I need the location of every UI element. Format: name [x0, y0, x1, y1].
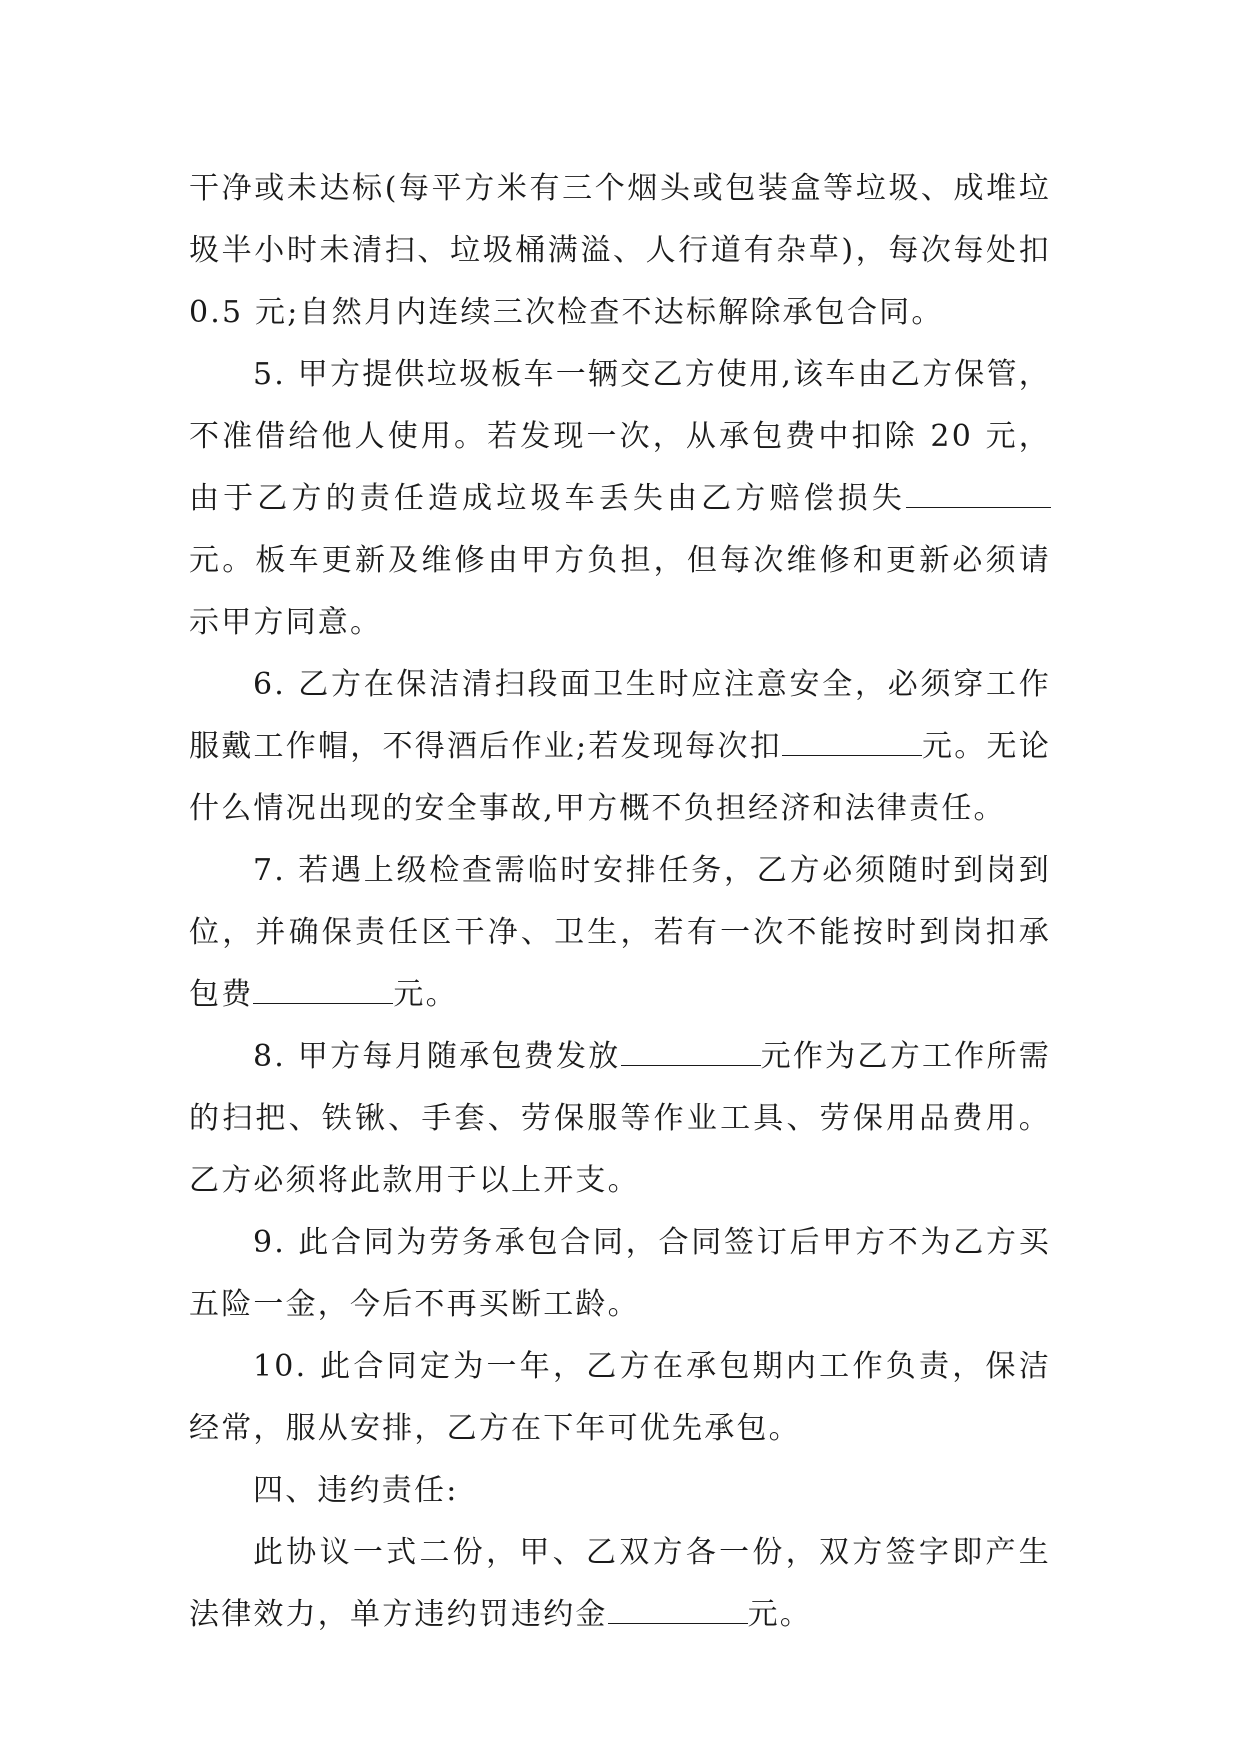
- clause-text: 元。无论什么情况出现的安全事故,甲方概不负担经济和法律责任。: [189, 729, 1051, 826]
- blank-line-supply-fee[interactable]: [621, 1039, 761, 1066]
- clause-9-labor: [189, 1212, 1051, 1336]
- blank-line-safety-fine[interactable]: [782, 729, 922, 756]
- clause-text: 6. 乙方在保洁清扫段面卫生时应注意安全，必须穿工作服戴工作帽，不得酒后作业;若发现每次扣: [189, 667, 1051, 764]
- clause-text: 元作为乙方工作所需的扫把、铁锹、手套、劳保服等作业工具、劳保用品费用。乙方必须将此款用于以上开支。: [189, 1039, 1051, 1198]
- section-heading-text: 四、违约责任:: [253, 1473, 459, 1508]
- blank-line-cart-loss[interactable]: [906, 481, 1051, 508]
- clause-text: 8. 甲方每月随承包费发放: [253, 1039, 621, 1074]
- clause-agreement-copies: [189, 1522, 1051, 1646]
- blank-line-absence-fine[interactable]: [253, 977, 393, 1004]
- clause-6-safety: [189, 654, 1051, 840]
- paragraph-sanitation-penalty: [189, 158, 1051, 344]
- clause-text: 9. 此合同为劳务承包合同，合同签订后甲方不为乙方买五险一金，今后不再买断工龄。: [189, 1225, 1051, 1322]
- clause-text: 元。: [393, 977, 458, 1012]
- paragraph-text: 干净或未达标(每平方米有三个烟头或包装盒等垃圾、成堆垃圾半小时未清扫、垃圾桶满溢、人行道有杂草)，每次每处扣 0.5 元;自然月内连续三次检查不达标解除承包合同。: [189, 171, 1051, 330]
- clause-text: 10. 此合同定为一年，乙方在承包期内工作负责，保洁经常，服从安排，乙方在下年可优先承包。: [189, 1349, 1051, 1446]
- clause-10-term: [189, 1336, 1051, 1460]
- clause-text: 7. 若遇上级检查需临时安排任务，乙方必须随时到岗到位，并确保责任区干净、卫生，若有一次不能按时到岗扣承包费: [189, 853, 1051, 1012]
- contract-page: [189, 158, 1051, 1646]
- clause-text: 元。: [747, 1597, 813, 1632]
- clause-5-cart: [189, 344, 1051, 654]
- clause-text: 5. 甲方提供垃圾板车一辆交乙方使用,该车由乙方保管，不准借给他人使用。若发现一次，从承包费中扣除 20 元，由于乙方的责任造成垃圾车丢失由乙方赔偿损失: [189, 357, 1051, 516]
- clause-7-inspection: [189, 840, 1051, 1026]
- section-heading-breach: [189, 1460, 1051, 1522]
- clause-8-supplies: [189, 1026, 1051, 1212]
- clause-text: 元。板车更新及维修由甲方负担，但每次维修和更新必须请示甲方同意。: [189, 543, 1051, 640]
- clause-text: 此协议一式二份，甲、乙双方各一份，双方签字即产生法律效力，单方违约罚违约金: [189, 1535, 1051, 1632]
- blank-line-breach-penalty[interactable]: [608, 1597, 748, 1624]
